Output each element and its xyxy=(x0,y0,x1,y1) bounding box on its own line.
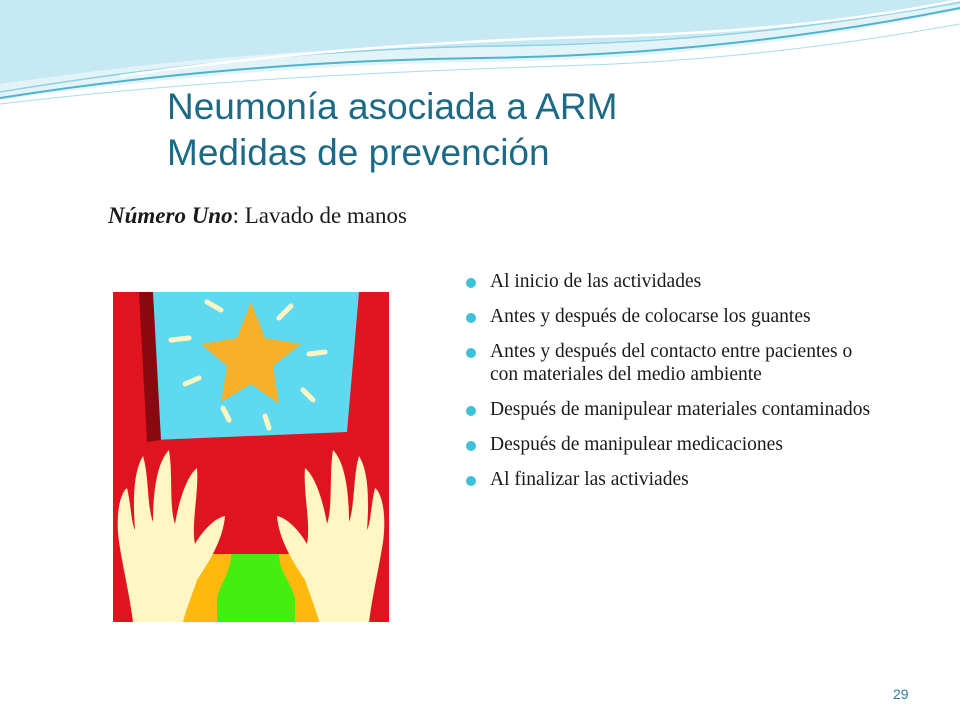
bullet-dot-icon xyxy=(466,406,476,416)
slide-subtitle xyxy=(108,203,407,229)
bullet-item xyxy=(465,398,885,421)
bullet-dot-icon xyxy=(466,278,476,288)
bullet-item xyxy=(465,305,885,328)
bullet-text: Antes y después del contacto entre pacientes o con materiales del medio ambiente xyxy=(490,341,853,385)
page-number: 29 xyxy=(893,686,909,702)
slide-title-line1: Neumonía asociada a ARM xyxy=(167,86,618,127)
prevention-bullet-list xyxy=(465,270,885,503)
bullet-item xyxy=(465,340,885,386)
bullet-dot-icon xyxy=(466,476,476,486)
bullet-text: Después de manipulear materiales contaminados xyxy=(490,399,871,420)
handwashing-illustration xyxy=(113,292,389,622)
bullet-text: Antes y después de colocarse los guantes xyxy=(490,306,811,327)
subtitle-rest: : Lavado de manos xyxy=(232,203,407,228)
bullet-item xyxy=(465,468,885,491)
bullet-item xyxy=(465,433,885,456)
bullet-dot-icon xyxy=(466,313,476,323)
slide-title-line2: Medidas de prevención xyxy=(167,132,550,173)
slide-title xyxy=(167,84,617,176)
bullet-text: Al inicio de las actividades xyxy=(490,271,702,292)
bullet-item xyxy=(465,270,885,293)
bullet-text: Al finalizar las activiades xyxy=(490,469,689,490)
bullet-dot-icon xyxy=(466,348,476,358)
bullet-dot-icon xyxy=(466,441,476,451)
subtitle-emphasis: Número Uno xyxy=(108,203,233,228)
bullet-text: Después de manipulear medicaciones xyxy=(490,434,783,455)
